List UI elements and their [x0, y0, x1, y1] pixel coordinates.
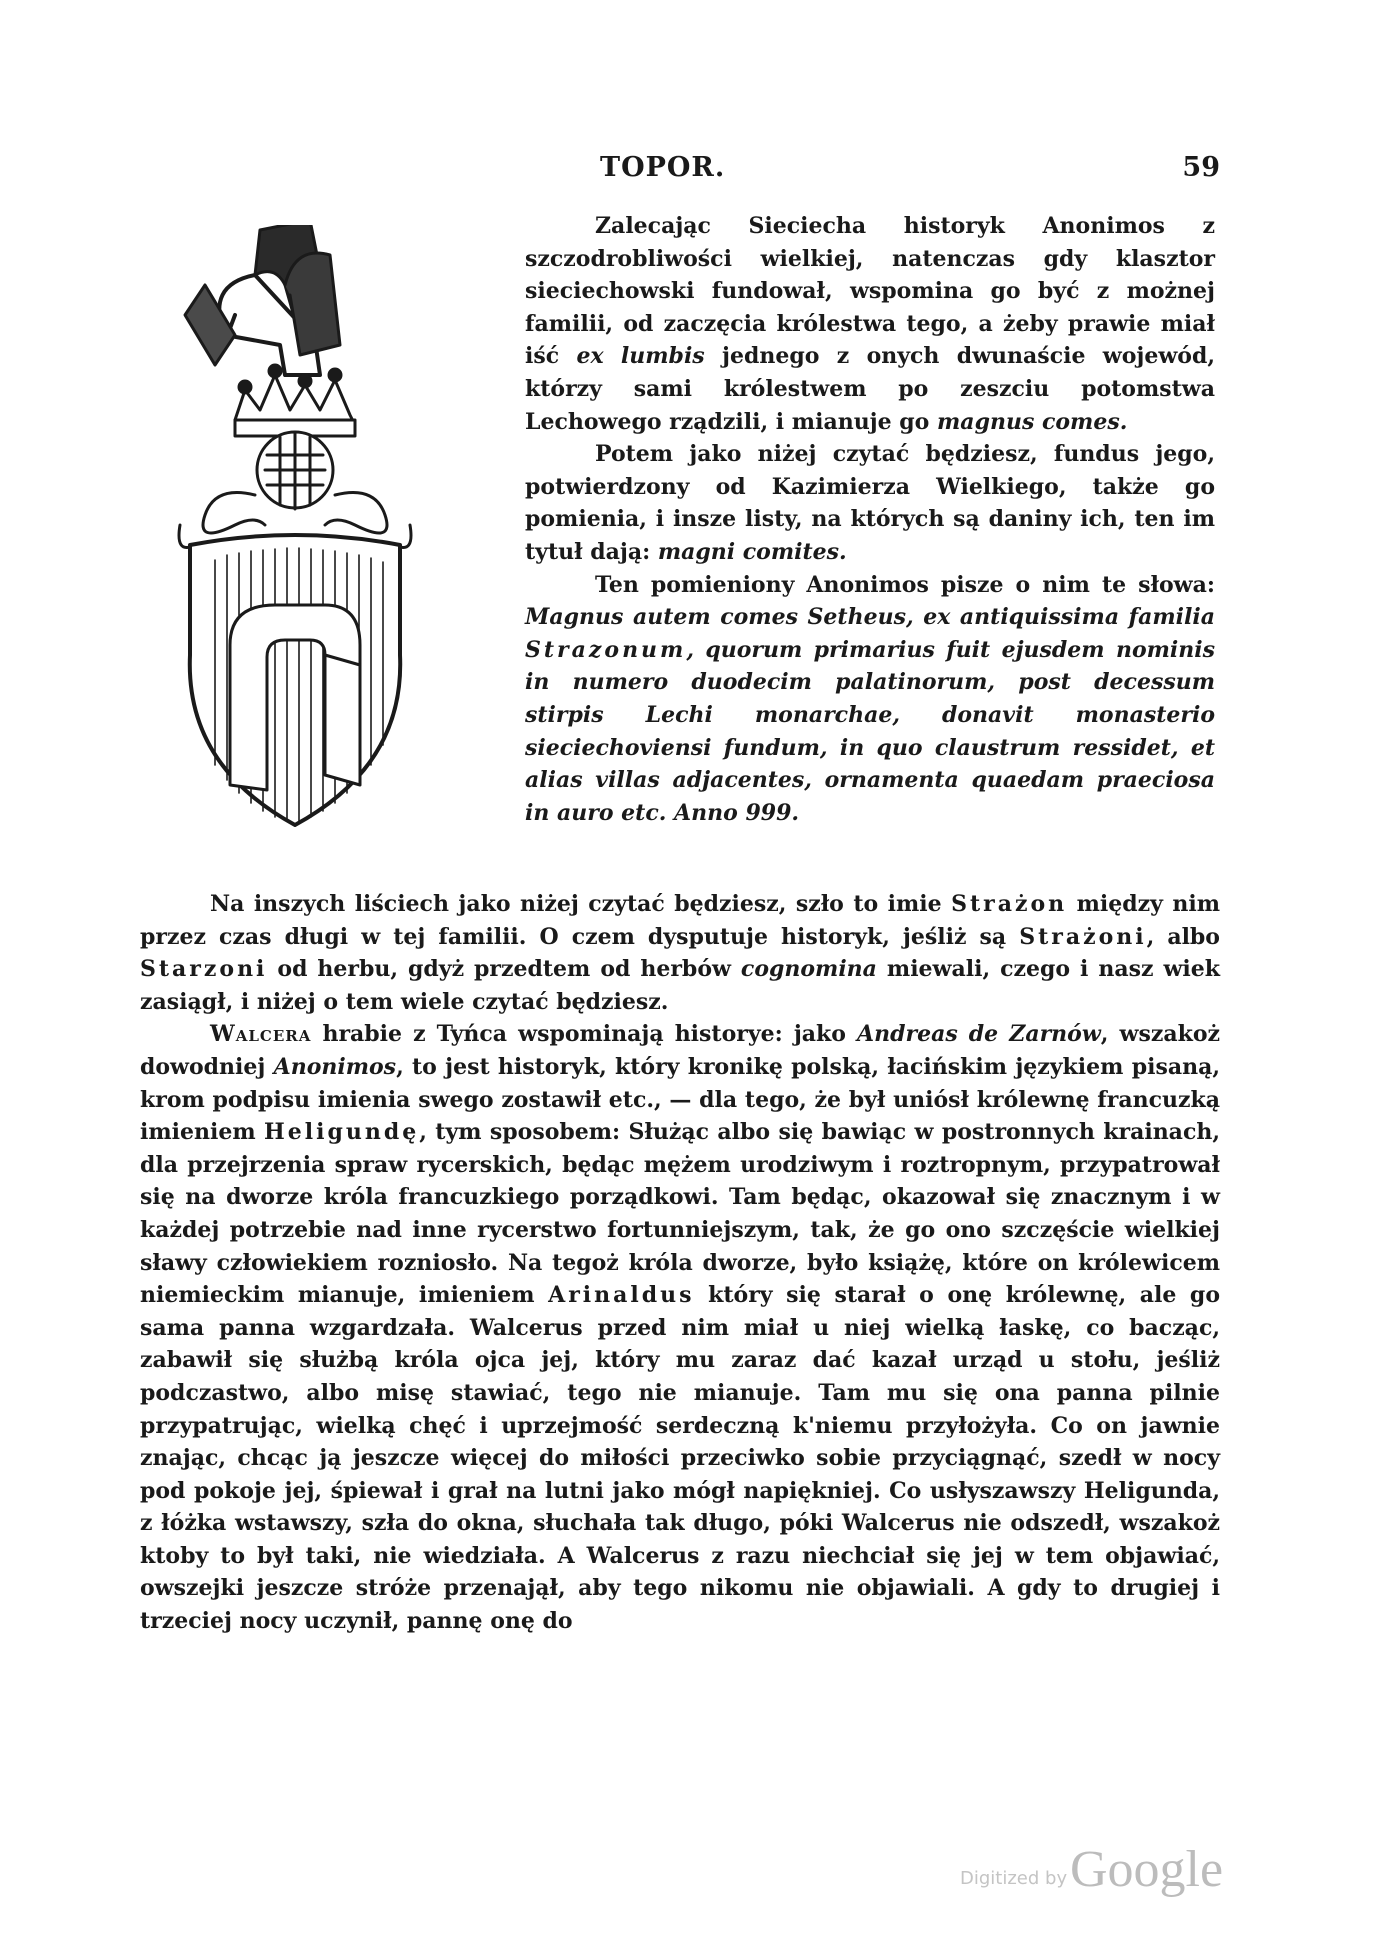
running-head: [180, 152, 1220, 192]
text-run: między nim przez czas długi w tej familii. O czem dysputuje historyk, jeśliż są: [140, 891, 1220, 950]
running-title: TOPOR.: [600, 152, 726, 183]
text-run: Strazonum: [525, 636, 687, 663]
text-run: Potem jako niżej czytać będziesz, fundus jego, potwierdzony od Kazimierza Wielkiego, także go pomienia, i insze listy, na których są daniny ich, ten im tytuł dają:: [525, 441, 1215, 565]
text-run: Arinaldus: [548, 1282, 695, 1309]
text-run: od herbu, gdyż przedtem od herbów: [267, 956, 741, 983]
paragraph: [140, 1018, 1220, 1637]
page-number: 59: [1182, 152, 1220, 183]
text-run: , to jest historyk, który kronikę polską, łacińskim językiem pisaną, krom podpisu imienia swego zostawił etc., — dla tego, że był uniósł królewnę francuzką imieniem: [140, 1053, 1220, 1146]
bottom-text-block: [140, 888, 1220, 1638]
watermark-prefix: Digitized by: [960, 1868, 1068, 1889]
text-run: , tym sposobem: Służąc albo się bawiąc w postronnych krainach, dla przejrzenia spraw rycerskich, będąc mężem urodziwym i roztropnym, przypatrował się na dworze króla francuzkiego porządkowi. Tam będąc, okazował się znacznym i w każdej potrzebie nad inne rycerstwo fortunniejszym, tak, że go ono szczęście wielkiej sławy człowiekiem rozniosło. Na tegoż króla dworze, było książę, które on królewicem niemieckim mianuje, imieniem: [140, 1119, 1220, 1309]
text-run: Andreas de Zarnów: [857, 1021, 1101, 1048]
paragraph: [525, 569, 1215, 830]
text-run: magni comites.: [657, 538, 847, 565]
paragraph: [525, 210, 1215, 438]
text-run: Strażoni: [1019, 923, 1147, 950]
text-run: Walcera: [210, 1021, 312, 1048]
text-run: Heligundę: [264, 1119, 420, 1146]
text-run: Na inszych liściech jako niżej czytać będziesz, szło to imie: [210, 891, 952, 917]
digitized-watermark: [960, 1840, 1250, 1900]
text-run: Strażon: [951, 891, 1068, 917]
text-run: , wszakoż dowodniej: [140, 1021, 1220, 1080]
text-run: hrabie z Tyńca wspominają historye: jako: [311, 1021, 858, 1048]
text-run: jednego z onych dwunaście wojewód, którzy sami królestwem po zeszciu potomstwa Lechowego rządzili, i mianuje go: [525, 343, 1215, 435]
text-run: cognomina: [740, 956, 877, 983]
text-run: który się starał o onę królewnę, ale go sama panna wzgardzała. Walcerus przed nim miał u niej wielką łaskę, co bacząc, zabawił się służbą króla ojca jej, który mu zaraz dać kazał urząd u stołu, jeśliż podczastwo, albo misę stawiać, tego nie mianuje. Tam mu się ona panna pilnie przypatrując, wielką chęć i uprzejmość serdeczną k'niemu przyłożyła. Co on jawnie znając, chcąc ją jeszcze więcej do miłości przeciwko sobie przyciągnąć, szedł w nocy pod pokoje jej, śpiewał i grał na lutni jako mógł napiękniej. Co usłyszawszy Heligunda, z łóżka wstawszy, szła do okna, słuchała tak długo, póki Walcerus nie odszedł, wszakoż ktoby to był taki, nie wiedziała. A Walcerus z razu niechciał się jej w tem objawiać, owszejki jeszcze stróże przenajął, aby tego nikomu nie objawiali. A gdy to drugiej i trzeciej nocy uczynił, pannę onę do: [140, 1282, 1220, 1635]
top-text-block: [525, 210, 1215, 829]
text-run: magnus comes.: [937, 408, 1128, 435]
text-run: Magnus autem comes Setheus, ex antiquissima familia: [525, 604, 1215, 631]
text-run: Zalecając Sieciecha historyk Anonimos z szczodrobliwości wielkiej, natenczas gdy klasztor sieciechowski fundował, wspomina go być z możnej familii, od zaczęcia królestwa tego, a żeby prawie miał iść: [525, 213, 1215, 370]
text-run: , albo: [1146, 923, 1220, 950]
text-run: Anonimos: [273, 1053, 397, 1080]
watermark-brand: Google: [1070, 1841, 1224, 1898]
coat-of-arms-topor-icon: [175, 225, 475, 845]
paragraph: [140, 888, 1220, 1018]
text-run: miewali, czego i nasz wiek zasiągł, i niżej o tem wiele czytać będziesz.: [140, 956, 1220, 1015]
text-run: Ten pomieniony Anonimos pisze o nim te słowa:: [595, 571, 1215, 598]
paragraph: [525, 438, 1215, 568]
text-run: Starzoni: [140, 956, 268, 983]
text-run: ex lumbis: [576, 343, 705, 370]
text-run: , quorum primarius fuit ejusdem nominis in numero duodecim palatinorum, post decessum stirpis Lechi monarchae, donavit monasterio sieciechoviensi fundum, in quo claustrum ressidet, et alias villas adjacentes, ornamenta quaedam praeciosa in auro etc. Anno 999.: [525, 636, 1215, 826]
